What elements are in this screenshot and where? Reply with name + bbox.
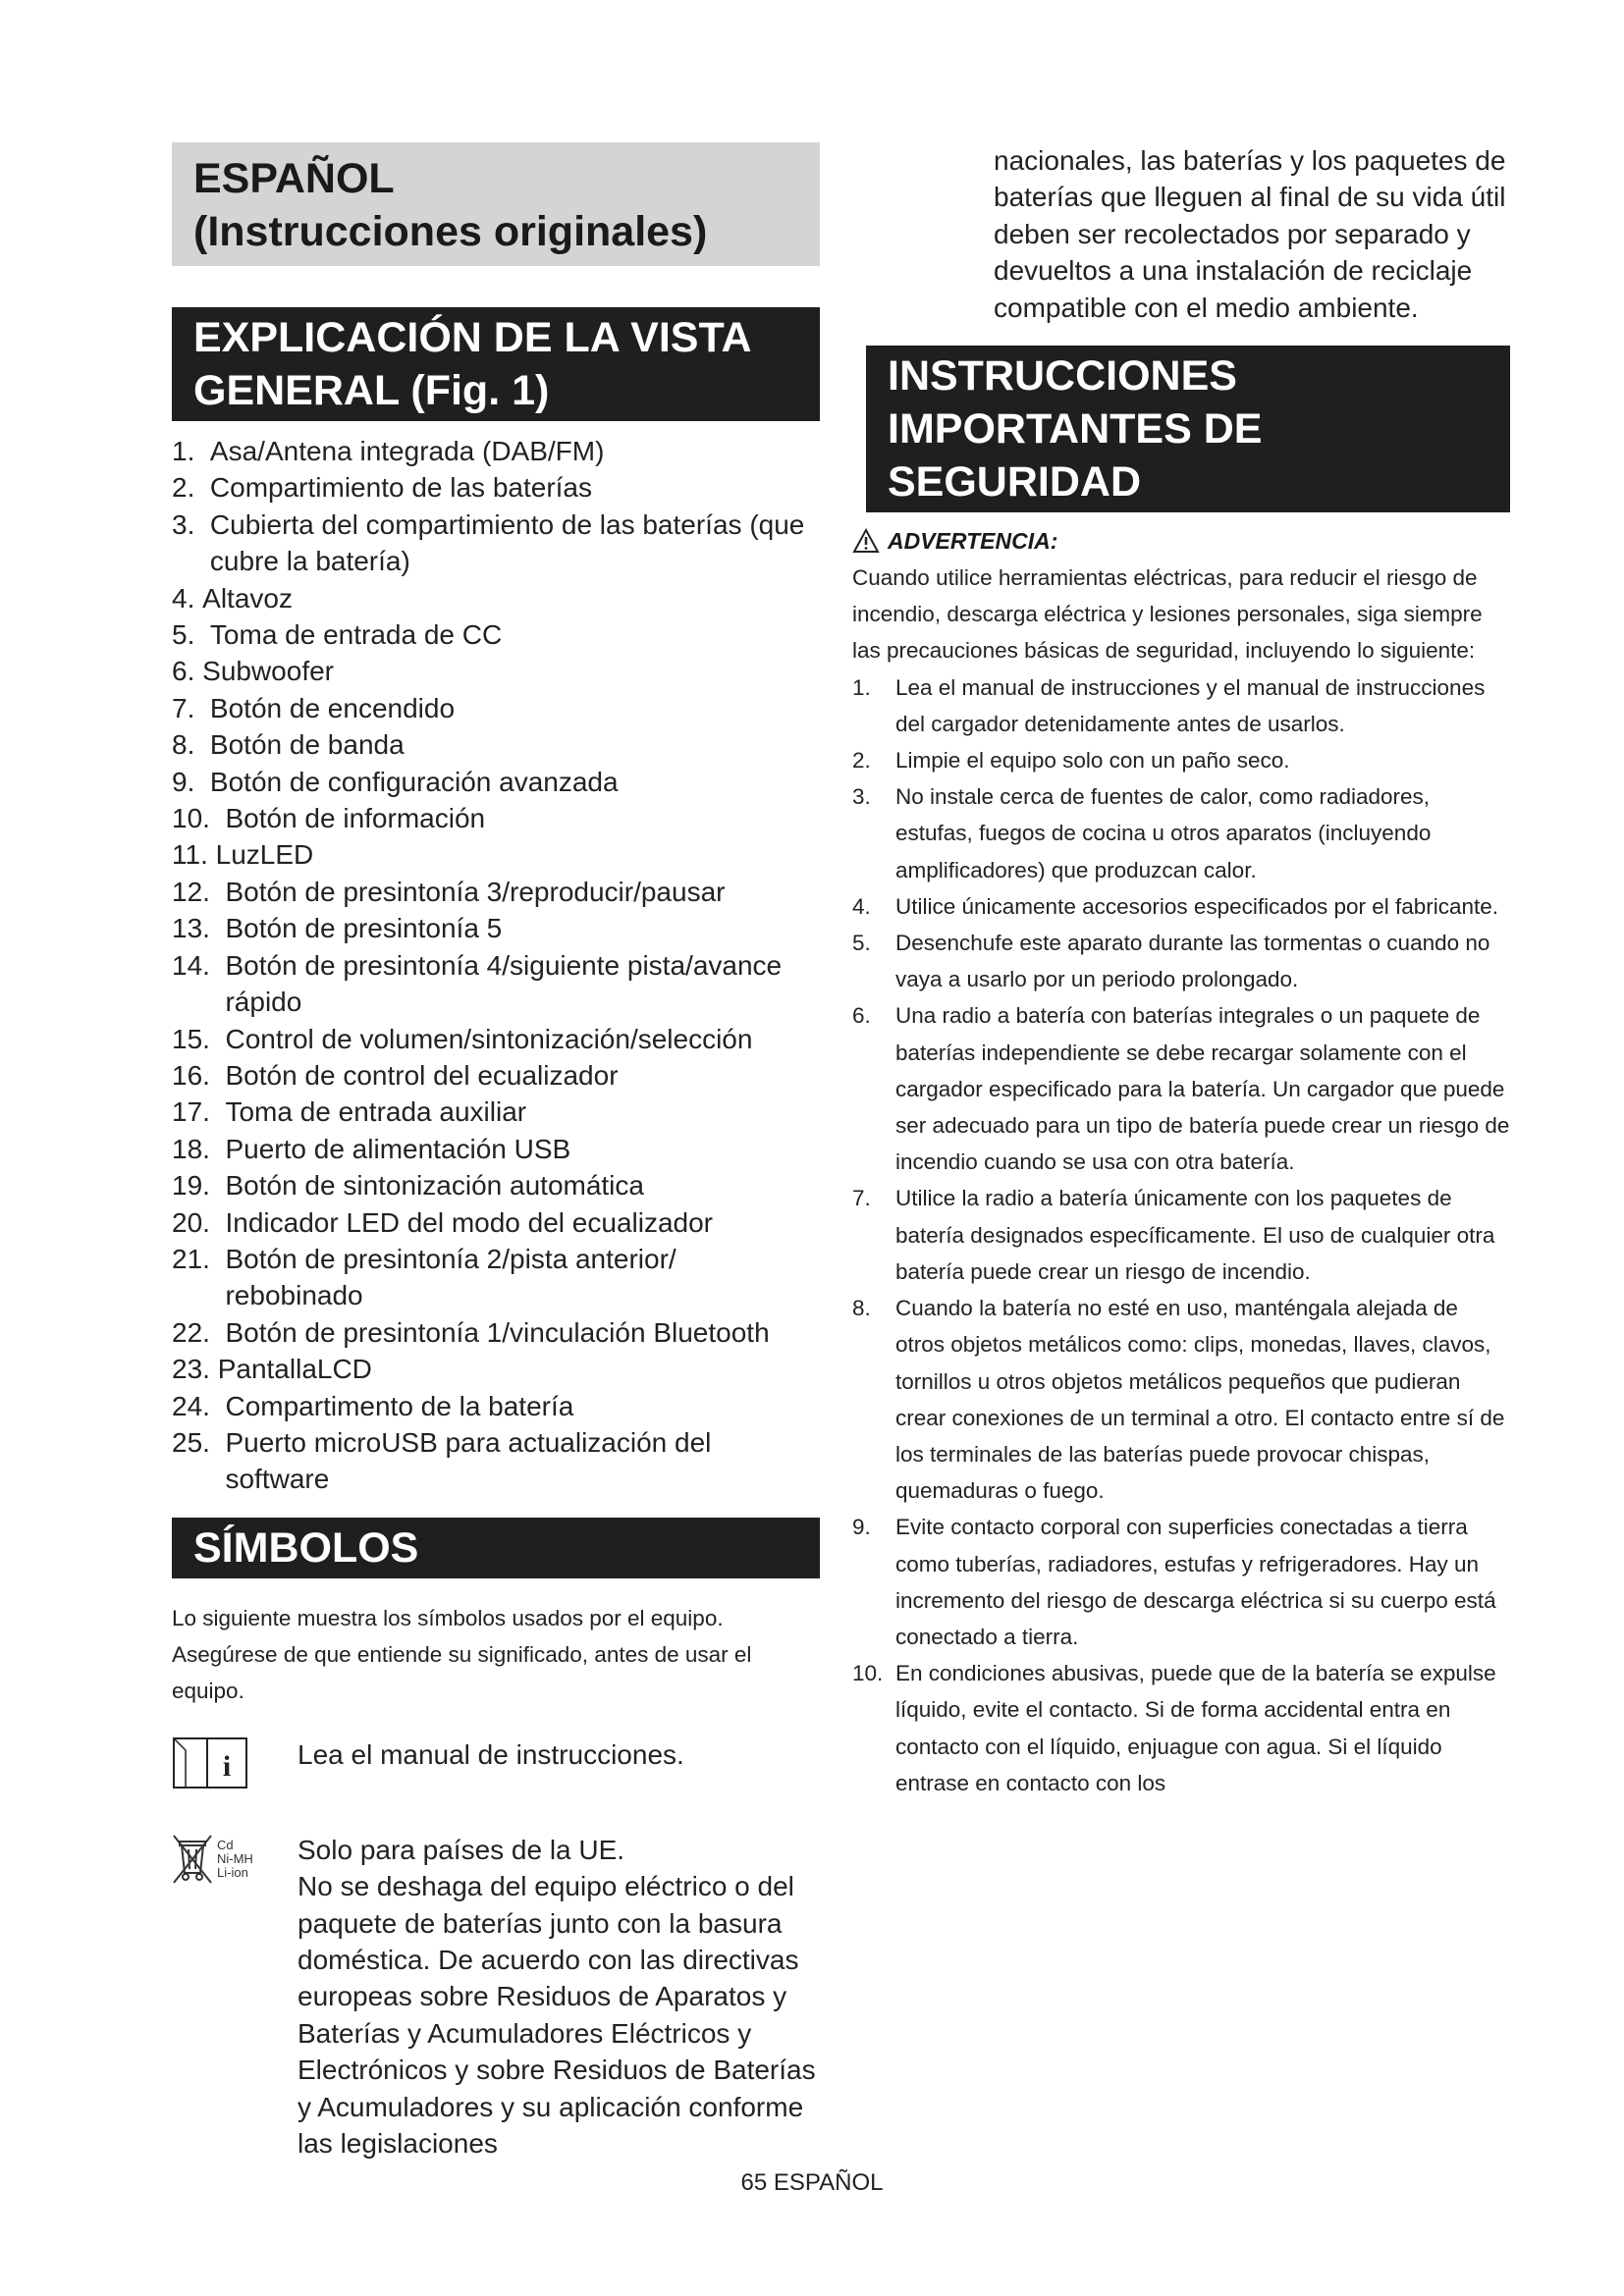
list-item xyxy=(172,1351,820,1387)
list-item xyxy=(172,1314,820,1351)
weee-body: No se deshaga del equipo eléctrico o del paquete de baterías junto con la basura doméstica. De acuerdo con las directivas europeas sobre Residuos de Aparatos y Baterías y Acumuladores Eléctricos y Electrónicos y sobre Residuos de Baterías y Acumuladores y su aplicación conforme las legislaciones xyxy=(298,1871,816,2160)
list-item-number: 14. xyxy=(172,949,226,981)
list-item-text: Puerto microUSB para actualización del software xyxy=(225,1426,712,1495)
overview-heading-line1: EXPLICACIÓN DE LA VISTA xyxy=(193,314,752,361)
list-item-number: 23. xyxy=(172,1354,218,1385)
list-item-number: 25. xyxy=(172,1426,226,1458)
list-item-number: 9. xyxy=(852,1515,871,1540)
list-item-text: Botón de control del ecualizador xyxy=(225,1059,619,1091)
list-item xyxy=(852,997,1510,1180)
language-header xyxy=(172,142,820,266)
weee-symbol-text xyxy=(298,1832,820,2163)
list-item-text: Control de volumen/sintonización/selección xyxy=(225,1023,753,1054)
list-item xyxy=(172,1057,820,1094)
list-item xyxy=(172,469,820,506)
safety-heading-line1: INSTRUCCIONES xyxy=(888,352,1237,400)
list-item xyxy=(172,874,820,910)
list-item xyxy=(852,1509,1510,1655)
manual-symbol-text: Lea el manual de instrucciones. xyxy=(298,1738,684,1770)
list-item-text: Compartimento de la batería xyxy=(225,1390,574,1421)
list-item xyxy=(852,669,1510,742)
list-item-number: 5. xyxy=(172,619,210,651)
list-item xyxy=(852,742,1510,778)
list-item-number: 10. xyxy=(172,803,226,834)
list-item-number: 6. xyxy=(852,1003,871,1029)
list-item-number: 9. xyxy=(172,766,210,797)
safety-heading xyxy=(866,346,1510,512)
list-item-number: 6. xyxy=(172,656,203,687)
list-item-text: Desenchufe este aparato durante las tormentas o cuando no vaya a usarlo por un periodo prolongado. xyxy=(895,931,1490,992)
list-item-text: Indicador LED del modo del ecualizador xyxy=(225,1206,714,1238)
language-title: ESPAÑOL xyxy=(193,155,395,202)
read-manual-icon xyxy=(172,1736,298,1796)
list-item-number: 19. xyxy=(172,1170,226,1201)
list-item xyxy=(172,1241,820,1314)
list-item-number: 7. xyxy=(172,692,210,723)
list-item-text: Altavoz xyxy=(202,582,293,614)
warning-triangle-icon xyxy=(852,528,880,554)
list-item-number: 7. xyxy=(852,1186,871,1211)
list-item-number: 4. xyxy=(172,582,203,614)
list-item-text: Botón de presintonía 1/vinculación Bluetooth xyxy=(225,1316,770,1348)
page-footer: 65 ESPAÑOL xyxy=(740,2169,884,2196)
safety-heading-line2: IMPORTANTES DE xyxy=(888,405,1263,454)
list-item-text: Limpie el equipo solo con un paño seco. xyxy=(895,748,1290,774)
list-item-text: Botón de presintonía 2/pista anterior/ rebobinado xyxy=(225,1243,677,1311)
list-item-number: 2. xyxy=(852,748,871,774)
list-item-number: 21. xyxy=(172,1243,226,1274)
list-item xyxy=(172,1167,820,1203)
list-item xyxy=(852,925,1510,997)
list-item-number: 16. xyxy=(172,1059,226,1091)
list-item-number: 8. xyxy=(172,729,210,761)
list-item xyxy=(172,947,820,1021)
list-item-number: 1. xyxy=(852,674,871,700)
list-item-text: Cubierta del compartimiento de las baterías (que cubre la batería) xyxy=(209,508,805,577)
list-item xyxy=(172,433,820,469)
warning-line xyxy=(852,526,1510,556)
list-item-number: 22. xyxy=(172,1316,226,1348)
list-item xyxy=(852,1290,1510,1509)
overview-heading xyxy=(172,307,820,421)
list-item-text: Toma de entrada de CC xyxy=(209,619,503,651)
symbols-heading xyxy=(172,1518,820,1578)
list-item-number: 15. xyxy=(172,1023,226,1054)
list-item-text: PantallaLCD xyxy=(217,1354,372,1385)
list-item-text: Toma de entrada auxiliar xyxy=(225,1096,527,1128)
list-item-text: Botón de presintonía 4/siguiente pista/avance rápido xyxy=(225,949,783,1018)
list-item-text: Una radio a batería con baterías integrales o un paquete de baterías independiente se debe recargar solamente con el cargador especificado para la batería. Un cargador que puede ser adecuado para un tipo de batería puede crear un riesgo de incendio cuando se usa con otra batería. xyxy=(895,1003,1510,1175)
list-item-text: En condiciones abusivas, puede que de la batería se expulse líquido, evite el contacto. Si de forma accidental entra en contacto con el líquido, enjuague con agua. Si el líquido entrase en contacto con los xyxy=(895,1661,1496,1795)
list-item-text: LuzLED xyxy=(215,839,314,871)
list-item xyxy=(172,507,820,580)
list-item-text: Puerto de alimentación USB xyxy=(225,1133,571,1164)
symbols-heading-text: SÍMBOLOS xyxy=(193,1523,419,1572)
list-item-number: 3. xyxy=(852,784,871,810)
warning-intro: Cuando utilice herramientas eléctricas, para reducir el riesgo de incendio, descarga eléctrica y lesiones personales, siga siempre las precauciones básicas de seguridad, incluyendo lo siguiente: xyxy=(852,565,1483,664)
list-item xyxy=(172,764,820,800)
list-item-text: Evite contacto corporal con superficies conectadas a tierra como tuberías, radiadores, estufas y refrigeradores. Hay un incremento del riesgo de descarga eléctrica si su cuerpo está conectado a tierra. xyxy=(895,1515,1496,1649)
list-item xyxy=(172,690,820,726)
list-item xyxy=(172,910,820,946)
safety-heading-line3: SEGURIDAD xyxy=(888,458,1142,507)
list-item-text: Botón de información xyxy=(225,803,486,834)
list-item-text: Botón de sintonización automática xyxy=(225,1170,644,1201)
list-item-number: 2. xyxy=(172,472,210,504)
list-item-number: 17. xyxy=(172,1096,226,1128)
list-item-text: Compartimiento de las baterías xyxy=(209,472,592,504)
left-column xyxy=(172,142,820,2162)
language-subtitle: (Instrucciones originales) xyxy=(193,208,708,255)
weee-symbol-row xyxy=(172,1832,820,2163)
list-item-number: 5. xyxy=(852,931,871,956)
list-item-text: Asa/Antena integrada (DAB/FM) xyxy=(209,436,605,466)
list-item-number: 20. xyxy=(172,1206,226,1238)
list-item-text: Botón de banda xyxy=(209,729,405,761)
list-item xyxy=(852,1180,1510,1290)
list-item-text: Botón de presintonía 3/reproducir/pausar xyxy=(225,876,726,907)
list-item-number: 12. xyxy=(172,876,226,907)
weee-label-liion: Li-ion xyxy=(217,1864,248,1880)
list-item-number: 8. xyxy=(852,1296,871,1321)
list-item-text: No instale cerca de fuentes de calor, como radiadores, estufas, fuegos de cocina u otros aparatos (incluyendo amplificadores) que produzcan calor. xyxy=(895,784,1432,882)
weee-label-cd: Cd xyxy=(217,1837,234,1852)
list-item xyxy=(172,1094,820,1130)
safety-list xyxy=(852,669,1510,1801)
list-item-text: Utilice la radio a batería únicamente con los paquetes de batería designados específicamente. El uso de cualquier otra batería puede crear un riesgo de incendio. xyxy=(895,1186,1495,1284)
list-item xyxy=(172,1021,820,1057)
list-item-number: 10. xyxy=(852,1661,884,1686)
manual-symbol-row xyxy=(172,1736,820,1796)
overview-heading-line2: GENERAL (Fig. 1) xyxy=(193,367,550,414)
list-item-number: 24. xyxy=(172,1390,226,1421)
list-item-text: Cuando la batería no esté en uso, manténgala alejada de otros objetos metálicos como: clips, monedas, llaves, clavos, tornillos u otros objetos metálicos pequeños que pudieran crear conexiones de un terminal a otro. El contacto entre sí de los terminales de las baterías puede provocar chispas, quemaduras o fuego. xyxy=(895,1296,1505,1504)
warning-label: ADVERTENCIA: xyxy=(888,528,1058,555)
manual-icon-letter: i xyxy=(222,1749,232,1783)
list-item xyxy=(172,1388,820,1424)
list-item xyxy=(172,1424,820,1498)
list-item-number: 18. xyxy=(172,1133,226,1164)
list-item-text: Subwoofer xyxy=(202,656,335,687)
list-item-text: Utilice únicamente accesorios especificados por el fabricante. xyxy=(895,893,1499,919)
right-column xyxy=(852,142,1510,1801)
list-item-number: 13. xyxy=(172,913,226,944)
symbols-intro: Lo siguiente muestra los símbolos usados por el equipo. Asegúrese de que entiende su significado, antes de usar el equipo. xyxy=(172,1605,752,1703)
list-item xyxy=(172,653,820,689)
overview-list xyxy=(172,433,820,1498)
weee-continuation: nacionales, las baterías y los paquetes de baterías que lleguen al final de su vida útil deben ser recolectados por separado y devueltos a una instalación de reciclaje compatible con el medio ambiente. xyxy=(994,145,1506,323)
list-item xyxy=(172,726,820,763)
list-item-number: 1. xyxy=(172,436,210,466)
list-item-text: Lea el manual de instrucciones y el manual de instrucciones del cargador detenidamente antes de usarlos. xyxy=(895,674,1486,736)
list-item xyxy=(172,800,820,836)
list-item xyxy=(172,836,820,873)
list-item xyxy=(852,888,1510,925)
list-item xyxy=(172,1131,820,1167)
list-item-number: 11. xyxy=(172,839,216,871)
list-item-number: 4. xyxy=(852,893,871,919)
weee-label-nimh: Ni-MH xyxy=(217,1850,253,1866)
list-item xyxy=(172,616,820,653)
list-item xyxy=(172,1204,820,1241)
list-item xyxy=(852,778,1510,888)
list-item-text: Botón de encendido xyxy=(209,692,456,723)
list-item-text: Botón de configuración avanzada xyxy=(209,766,619,797)
list-item xyxy=(852,1655,1510,1801)
list-item-text: Botón de presintonía 5 xyxy=(225,913,503,944)
list-item xyxy=(172,580,820,616)
weee-line1: Solo para países de la UE. xyxy=(298,1834,625,1865)
crossed-bin-icon xyxy=(172,1832,298,2163)
list-item-number: 3. xyxy=(172,508,210,540)
